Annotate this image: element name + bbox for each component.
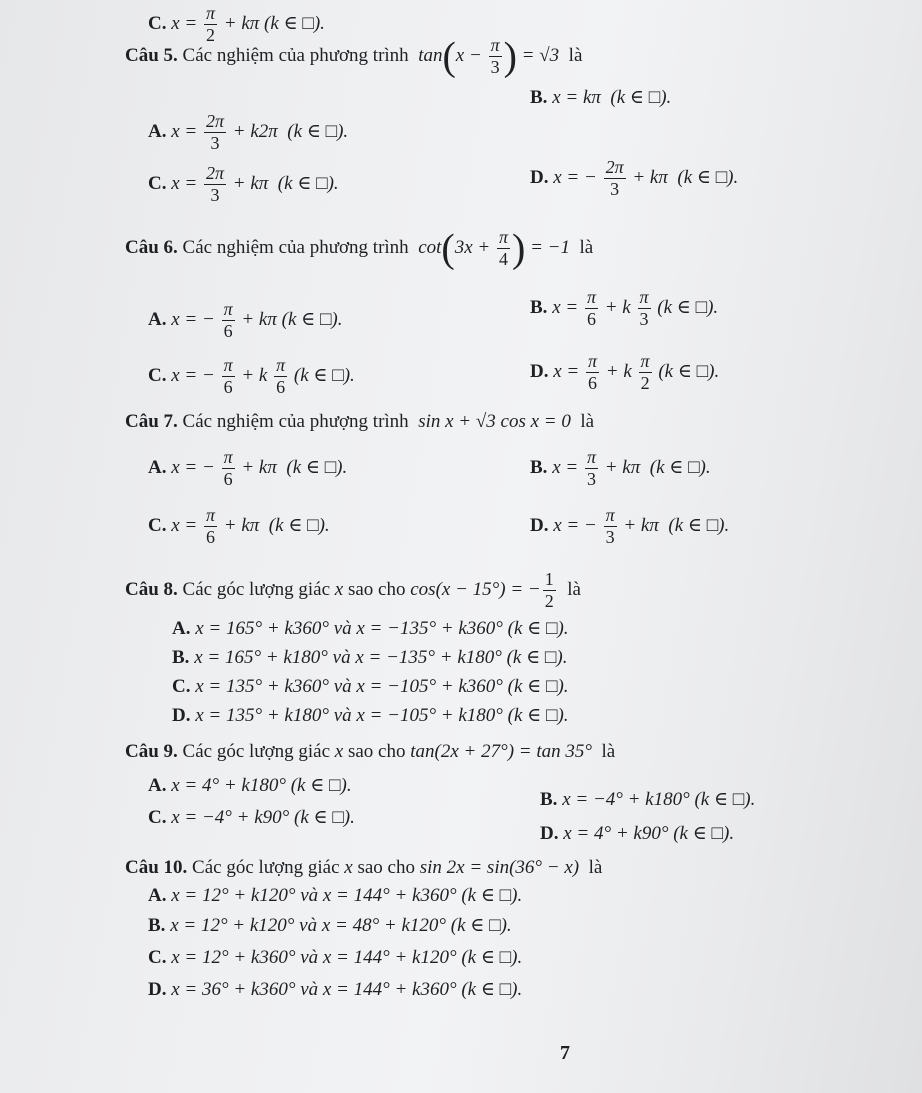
option-formula: x = $\frac{\pi}{2}$ + kπ (k ∈ □).	[171, 3, 325, 45]
option-label: B.	[530, 87, 548, 108]
option-label: B.	[530, 456, 548, 478]
option-formula: x = $\frac{2\pi}{3}$ + k2π (k ∈ □).	[171, 111, 349, 153]
q5-option-c[interactable]	[148, 164, 339, 205]
option-formula: x = $\frac{\pi}{6}$ + k $\frac{\pi}{2}$ (k ∈ □).	[553, 351, 720, 393]
q5-option-a[interactable]	[148, 112, 348, 153]
option-label: B.	[540, 789, 558, 810]
question-text: Các góc lượng giác x sao cho sin 2x = sin(36° − x) là	[192, 857, 603, 878]
option-label: C.	[148, 364, 167, 386]
option-label: B.	[530, 296, 548, 318]
option-formula: x = − $\frac{\pi}{6}$ + kπ (k ∈ □).	[171, 447, 348, 489]
option-text: x = −4° + k180° (k ∈ □).	[562, 789, 756, 810]
option-label: D.	[530, 166, 549, 188]
option-label: C.	[148, 172, 167, 194]
q8-option-c[interactable]	[172, 677, 569, 696]
option-label: A.	[172, 618, 191, 639]
question-10-stem	[125, 858, 602, 877]
option-label: C.	[148, 947, 167, 968]
option-formula: x = $\frac{2\pi}{3}$ + kπ (k ∈ □).	[171, 163, 339, 205]
q5-option-b[interactable]	[530, 88, 671, 107]
option-text: x = 12° + k120° và x = 48° + k120° (k ∈ □).	[170, 915, 512, 936]
question-text: Các góc lượng giác x sao cho tan(2x + 27°) = tan 35° là	[182, 741, 616, 762]
q10-option-a[interactable]	[148, 886, 522, 905]
option-label: D.	[172, 705, 191, 726]
option-formula: x = $\frac{\pi}{6}$ + kπ (k ∈ □).	[171, 505, 330, 547]
option-formula: x = $\frac{\pi}{3}$ + kπ (k ∈ □).	[552, 447, 711, 489]
option-label: C.	[172, 676, 191, 697]
option-label: A.	[148, 456, 167, 478]
option-label: D.	[530, 360, 549, 382]
option-label: C.	[148, 12, 167, 34]
question-5-stem	[125, 33, 583, 79]
option-text: x = 165° + k180° và x = −135° + k180° (k ∈ □).	[194, 647, 568, 668]
option-text: x = 165° + k360° và x = −135° + k360° (k ∈ □).	[195, 618, 569, 639]
option-formula: x = − $\frac{\pi}{3}$ + kπ (k ∈ □).	[553, 505, 730, 547]
option-text: x = 135° + k360° và x = −105° + k360° (k ∈ □).	[195, 676, 569, 697]
option-label: D.	[540, 823, 559, 844]
q6-option-c[interactable]	[148, 356, 355, 397]
option-text: x = 12° + k120° và x = 144° + k360° (k ∈ □).	[171, 885, 523, 906]
option-label: A.	[148, 775, 167, 796]
question-text: Các nghiệm của phương trình cot(3x + $\frac{\pi}{4}$ ) = −1 là	[182, 225, 594, 271]
question-number: Câu 5.	[125, 44, 178, 66]
question-number: Câu 10.	[125, 857, 188, 878]
question-number: Câu 6.	[125, 236, 178, 258]
option-label: C.	[148, 514, 167, 536]
option-text: x = −4° + k90° (k ∈ □).	[171, 807, 355, 828]
q7-option-c[interactable]	[148, 506, 330, 547]
question-6-stem	[125, 225, 594, 271]
option-text: x = 12° + k360° và x = 144° + k120° (k ∈ □).	[171, 947, 523, 968]
option-label: A.	[148, 120, 167, 142]
q8-option-a[interactable]	[172, 619, 569, 638]
option-text: x = 135° + k180° và x = −105° + k180° (k ∈ □).	[195, 705, 569, 726]
option-label: A.	[148, 308, 167, 330]
q5-option-d[interactable]	[530, 158, 738, 199]
q6-option-a[interactable]	[148, 300, 343, 341]
option-label: B.	[172, 647, 190, 668]
q10-option-b[interactable]	[148, 916, 512, 935]
option-formula: x = − $\frac{\pi}{6}$ + kπ (k ∈ □).	[171, 299, 343, 341]
question-8-stem	[125, 570, 581, 611]
option-formula: x = − $\frac{\pi}{6}$ + k $\frac{\pi}{6}$ (k ∈ □).	[171, 355, 355, 397]
option-text: x = 36° + k360° và x = 144° + k360° (k ∈ □).	[171, 979, 523, 1000]
q10-option-d[interactable]	[148, 980, 522, 999]
q9-option-b[interactable]	[540, 790, 755, 809]
question-number: Câu 8.	[125, 578, 178, 600]
q7-option-b[interactable]	[530, 448, 711, 489]
option-label: A.	[148, 885, 167, 906]
q9-option-c[interactable]	[148, 808, 355, 827]
option-text: x = 4° + k180° (k ∈ □).	[171, 775, 352, 796]
question-text: Các nghiệm của phương trình tan(x − $\frac{\pi}{3}$ ) = √3 là	[182, 33, 583, 79]
q7-option-a[interactable]	[148, 448, 347, 489]
option-formula: x = − $\frac{2\pi}{3}$ + kπ (k ∈ □).	[553, 157, 739, 199]
q6-option-d[interactable]	[530, 352, 719, 393]
question-7-stem	[125, 412, 594, 431]
q7-option-d[interactable]	[530, 506, 729, 547]
option-label: B.	[148, 915, 166, 936]
q6-option-b[interactable]	[530, 288, 718, 329]
question-text: Các nghiệm của phượng trình sin x + √3 cos x = 0 là	[182, 411, 595, 432]
option-formula: x = kπ (k ∈ □).	[552, 87, 672, 108]
q9-option-d[interactable]	[540, 824, 734, 843]
option-formula: x = $\frac{\pi}{6}$ + k $\frac{\pi}{3}$ (k ∈ □).	[552, 287, 719, 329]
q9-option-a[interactable]	[148, 776, 352, 795]
page-number: 7	[560, 1042, 570, 1064]
q8-option-d[interactable]	[172, 706, 569, 725]
option-label: C.	[148, 807, 167, 828]
q10-option-c[interactable]	[148, 948, 522, 967]
q8-option-b[interactable]	[172, 648, 567, 667]
option-label: D.	[530, 514, 549, 536]
question-9-stem	[125, 742, 615, 761]
question-text: Các góc lượng giác x sao cho cos(x − 15°) = − $\frac{1}{2}$ là	[182, 569, 581, 611]
option-label: D.	[148, 979, 167, 1000]
question-number: Câu 9.	[125, 741, 178, 762]
option-text: x = 4° + k90° (k ∈ □).	[563, 823, 735, 844]
question-number: Câu 7.	[125, 411, 178, 432]
